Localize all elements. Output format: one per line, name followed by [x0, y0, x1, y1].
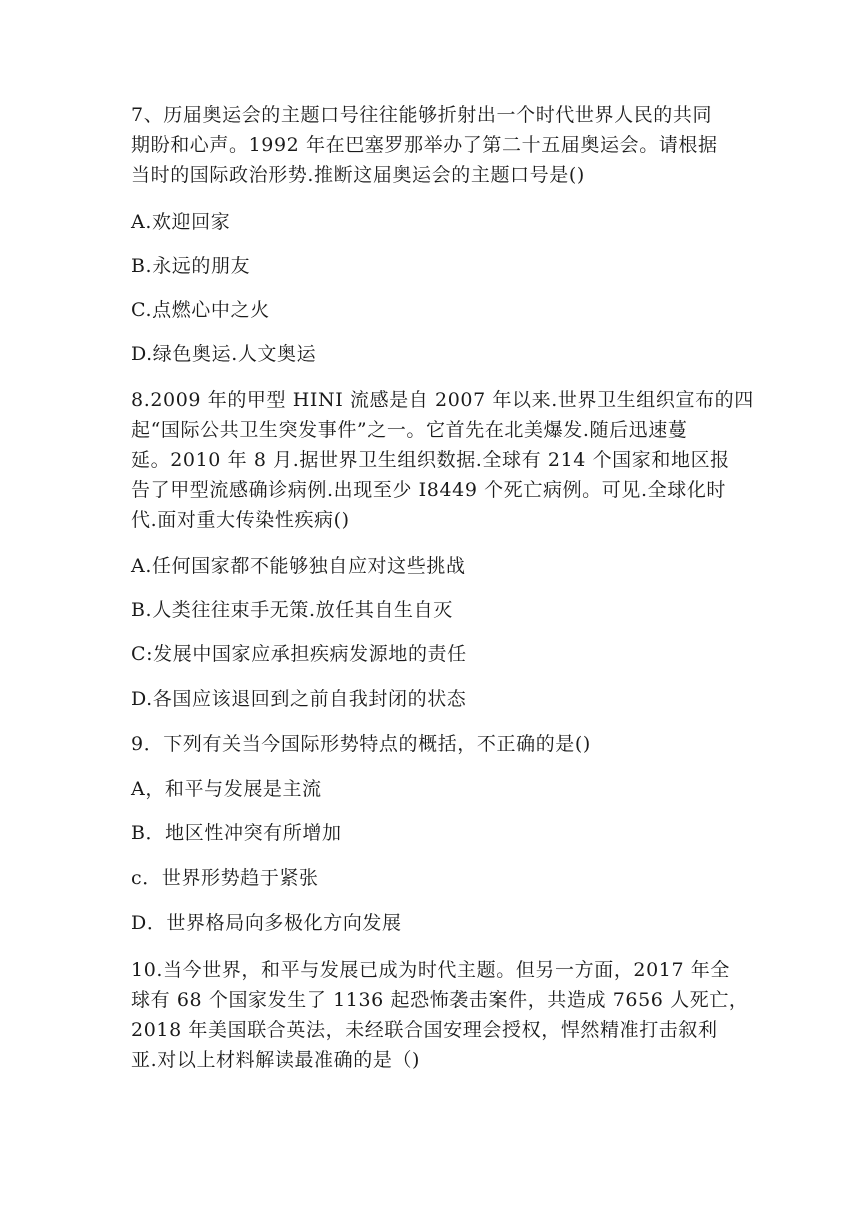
- question-8-option-b: B.人类往往束手无策.放任其自生自灭: [131, 599, 453, 621]
- question-10-line-2: 球有 68 个国家发生了 1136 起恐怖袭击案件，共造成 7656 人死亡，: [131, 989, 749, 1011]
- question-7-line-3: 当时的国际政治形势.推断这届奥运会的主题口号是(): [131, 164, 585, 186]
- question-8-line-3: 延。2010 年 8 月.据世界卫生组织数据.全球有 214 个国家和地区报: [131, 449, 730, 471]
- question-8-line-1: 8.2009 年的甲型 HINI 流感是自 2007 年以来.世界卫生组织宣布的四: [131, 389, 754, 411]
- question-9-option-c: c．世界形势趋于紧张: [131, 867, 319, 889]
- question-7-option-a: A.欢迎回家: [131, 211, 231, 233]
- question-7-stem: [131, 100, 729, 190]
- question-7-line-2: 期盼和心声。1992 年在巴塞罗那举办了第二十五届奥运会。请根据: [131, 134, 718, 156]
- question-8-option-d: D.各国应该退回到之前自我封闭的状态: [131, 688, 467, 710]
- question-9-option-a: A，和平与发展是主流: [131, 778, 322, 800]
- question-8-line-5: 代.面对重大传染性疾病(): [131, 509, 350, 531]
- question-7-option-c: C.点燃心中之火: [131, 299, 270, 321]
- question-9-option-b: B．地区性冲突有所增加: [131, 822, 342, 844]
- question-9-stem: 9．下列有关当今国际形势特点的概括，不正确的是(): [131, 733, 591, 755]
- question-8-option-a: A.任何国家都不能够独自应对这些挑战: [131, 555, 466, 577]
- question-8-option-c: C:发展中国家应承担疾病发源地的责任: [131, 643, 467, 665]
- question-7-option-b: B.永远的朋友: [131, 255, 251, 277]
- question-10-stem: [131, 955, 749, 1075]
- question-10-line-1: 10.当今世界，和平与发展已成为时代主题。但另一方面，2017 年全: [131, 959, 731, 981]
- question-10-line-3: 2018 年美国联合英法，未经联合国安理会授权，悍然精准打击叙利: [131, 1019, 718, 1041]
- question-9-option-d: D．世界格局向多极化方向发展: [131, 912, 402, 934]
- question-8-stem: [131, 385, 754, 535]
- question-8-line-2: 起“国际公共卫生突发事件”之一。它首先在北美爆发.随后迅速蔓: [131, 419, 688, 441]
- question-7-line-1: 7、历届奥运会的主题口号往往能够折射出一个时代世界人民的共同: [131, 104, 713, 126]
- question-7-option-d: D.绿色奥运.人文奥运: [131, 343, 317, 365]
- question-10-line-4: 亚.对以上材料解读最准确的是（): [131, 1049, 421, 1071]
- question-8-line-4: 告了甲型流感确诊病例.出现至少 I8449 个死亡病例。可见.全球化时: [131, 479, 727, 501]
